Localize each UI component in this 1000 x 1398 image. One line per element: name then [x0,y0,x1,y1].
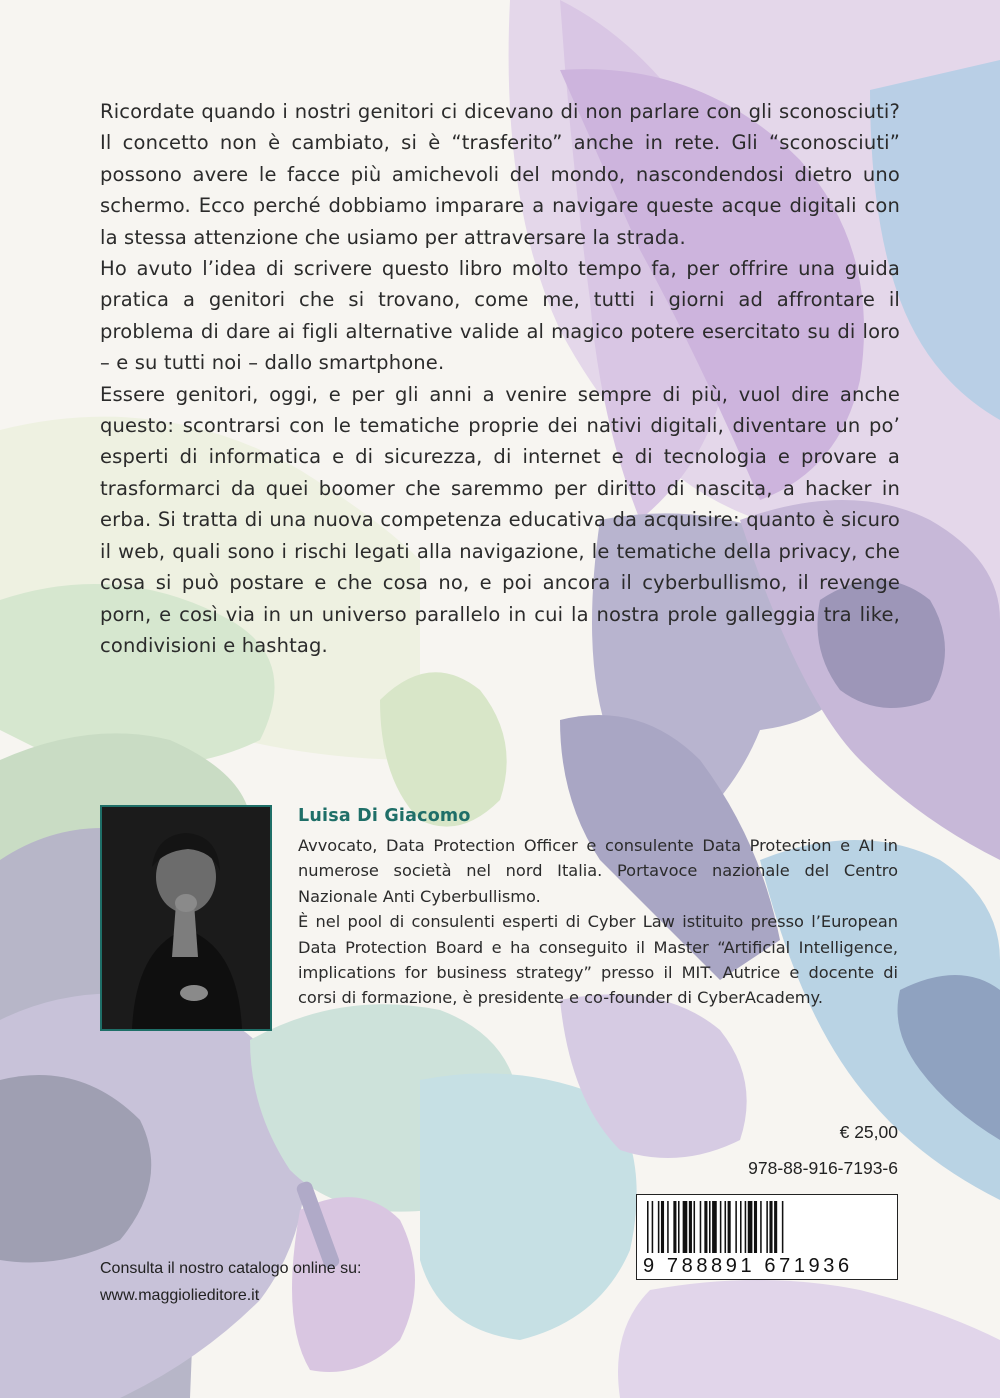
barcode-bar [700,1201,702,1253]
barcode-bars [647,1201,889,1253]
barcode-bar [735,1201,737,1253]
blurb-paragraph: Essere genitori, oggi, e per gli anni a venire sempre di più, vuol dire anche questo: scontrarsi con le tematiche proprie dei nativi digitali, diventare un po’ esperti di informatica e di sicurezza, di internet e di tecnologia e provare a trasformarci da quei boomer che saremmo per diritto di nascita, a hacker in erba. Si tratta di una nuova competenza educativa da acquisire: quanto è sicuro il web, quali sono i rischi legati alla navigazione, le tematiche della privacy, che cosa si può postare e che cosa no, e poi ancora il cyberbullismo, il revenge porn, e così via in un universo parallelo in cui la nostra prole galleggia tra like, condivisioni e hashtag. [100,382,900,657]
barcode-bar [766,1201,768,1253]
blurb-paragraph: Ricordate quando i nostri genitori ci dicevano di non parlare con gli sconosciuti? Il concetto non è cambiato, si è “trasferito” anche in rete. Gli “sconosciuti” possono avere le facce più amichevoli del mondo, nascondendosi dietro uno schermo. Ecco perché dobbiamo imparare a navigare queste acque digitali con la stessa attenzione che usiamo per attraversare la strada. [100,100,900,249]
catalog-info [100,1255,362,1309]
back-cover-blurb [100,96,900,661]
barcode-bar [647,1201,649,1253]
barcode-bar [673,1201,676,1253]
author-bio-paragraph: È nel pool di consulenti esperti di Cyber Law istituito presso l’European Data Protection Board e ha conseguito il Master “Artificial Intelligence, implications for business strategy” presso il MIT. Autrice e docente di corsi di formazione, è presidente e co-founder di CyberAcademy. [298,912,898,1008]
author-photo [100,805,272,1031]
barcode-bar [725,1201,727,1253]
barcode-digits: 9 788891 671936 [643,1255,853,1277]
barcode-bar [748,1201,753,1253]
barcode-bar [745,1201,747,1253]
author-bio [298,833,898,1011]
barcode-bar [694,1201,696,1253]
price: € 25,00 [839,1122,898,1142]
barcode-bar [689,1201,692,1253]
barcode-bar [720,1201,722,1253]
author-name: Luisa Di Giacomo [298,806,471,826]
barcode-bar [667,1201,669,1253]
blurb-paragraph: Ho avuto l’idea di scrivere questo libro molto tempo fa, per offrire una guida pratica a genitori che si trovano, come me, tutti i giorni ad affrontare il problema di dare ai figli alternative valide al magico potere esercitato su di loro – e su tutti noi – dallo smartphone. [100,257,900,375]
catalog-text: Consulta il nostro catalogo online su: [100,1260,362,1277]
barcode-bar [658,1201,660,1253]
barcode-bar [709,1201,711,1253]
barcode-bar [782,1201,784,1253]
barcode-bar [712,1201,717,1253]
author-bio-paragraph: Avvocato, Data Protection Officer e consulente Data Protection e AI in numerose società nel nord Italia. Portavoce nazionale del Centro Nazionale Anti Cyberbullismo. [298,836,898,906]
publisher-url: www.maggiolieditore.it [100,1287,260,1304]
barcode-bar [683,1201,688,1253]
barcode-bar [760,1201,762,1253]
barcode-bar [754,1201,757,1253]
barcode-bar [769,1201,772,1253]
barcode-bar [740,1201,742,1253]
barcode-bar [774,1201,777,1253]
barcode-bar [704,1201,707,1253]
barcode-bar [652,1201,654,1253]
isbn: 978-88-916-7193-6 [748,1158,898,1178]
barcode-bar [728,1201,731,1253]
barcode-bar [678,1201,680,1253]
barcode-bar [661,1201,664,1253]
isbn-barcode [636,1194,898,1280]
